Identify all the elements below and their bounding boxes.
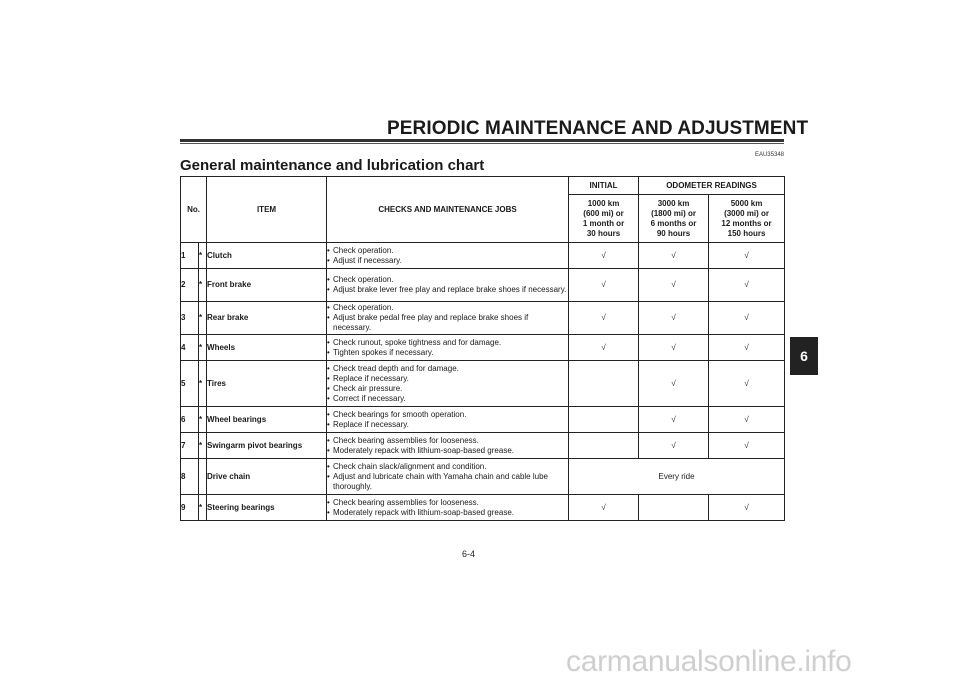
header-initial: INITIAL bbox=[569, 177, 639, 195]
job-list-item: • Check bearing assemblies for looseness. bbox=[327, 498, 568, 508]
table-row bbox=[181, 495, 785, 521]
row-jobs bbox=[327, 361, 569, 407]
table-row bbox=[181, 243, 785, 269]
row-jobs bbox=[327, 433, 569, 459]
job-list-item: • Moderately repack with lithium-soap-based grease. bbox=[327, 508, 568, 518]
header-rule bbox=[180, 139, 784, 142]
maintenance-chart bbox=[180, 176, 785, 521]
dealer-service-marker bbox=[199, 459, 207, 495]
header-interval-2: 3000 km (1800 mi) or 6 months or 90 hours bbox=[639, 195, 709, 243]
check-mark-cell: √ bbox=[639, 302, 709, 335]
row-number: 2 bbox=[181, 269, 199, 302]
table-row bbox=[181, 361, 785, 407]
job-list-item: • Check operation. bbox=[327, 303, 568, 313]
job-list-item: • Check tread depth and for damage. bbox=[327, 364, 568, 374]
watermark: carmanualsonline.info bbox=[566, 645, 852, 678]
check-mark-cell: √ bbox=[709, 269, 785, 302]
check-mark-cell: √ bbox=[709, 243, 785, 269]
row-jobs bbox=[327, 495, 569, 521]
row-jobs bbox=[327, 302, 569, 335]
job-list-item: • Tighten spokes if necessary. bbox=[327, 348, 568, 358]
section-title: General maintenance and lubrication chart bbox=[180, 157, 485, 174]
row-item: Front brake bbox=[207, 269, 327, 302]
check-mark-cell: √ bbox=[569, 243, 639, 269]
job-list-item: • Correct if necessary. bbox=[327, 394, 568, 404]
check-mark-cell: √ bbox=[709, 302, 785, 335]
header-odometer: ODOMETER READINGS bbox=[639, 177, 785, 195]
row-number: 9 bbox=[181, 495, 199, 521]
check-mark-cell: √ bbox=[569, 495, 639, 521]
row-jobs bbox=[327, 407, 569, 433]
row-item: Rear brake bbox=[207, 302, 327, 335]
check-mark-cell: √ bbox=[639, 361, 709, 407]
row-number: 4 bbox=[181, 335, 199, 361]
row-item: Tires bbox=[207, 361, 327, 407]
header-no: No. bbox=[181, 177, 207, 243]
job-list-item: • Adjust brake lever free play and replace brake shoes if necessary. bbox=[327, 285, 568, 295]
check-mark-cell: √ bbox=[709, 495, 785, 521]
check-mark-cell: √ bbox=[569, 335, 639, 361]
job-list-item: • Adjust brake pedal free play and replace brake shoes if necessary. bbox=[327, 313, 568, 333]
row-jobs bbox=[327, 335, 569, 361]
check-mark-cell: √ bbox=[709, 361, 785, 407]
check-mark-cell: √ bbox=[639, 433, 709, 459]
row-number: 1 bbox=[181, 243, 199, 269]
dealer-service-marker: * bbox=[199, 433, 207, 459]
check-mark-cell: √ bbox=[569, 302, 639, 335]
check-mark-cell: √ bbox=[639, 407, 709, 433]
header-jobs: CHECKS AND MAINTENANCE JOBS bbox=[327, 177, 569, 243]
row-number: 3 bbox=[181, 302, 199, 335]
dealer-service-marker: * bbox=[199, 243, 207, 269]
interval-merged-cell: Every ride bbox=[569, 459, 785, 495]
header-item: ITEM bbox=[207, 177, 327, 243]
job-list-item: • Moderately repack with lithium-soap-based grease. bbox=[327, 446, 568, 456]
row-number: 7 bbox=[181, 433, 199, 459]
table-row bbox=[181, 302, 785, 335]
job-list-item: • Replace if necessary. bbox=[327, 420, 568, 430]
job-list-item: • Check bearings for smooth operation. bbox=[327, 410, 568, 420]
header-interval-3: 5000 km (3000 mi) or 12 months or 150 hours bbox=[709, 195, 785, 243]
header-interval-1: 1000 km (600 mi) or 1 month or 30 hours bbox=[569, 195, 639, 243]
row-item: Steering bearings bbox=[207, 495, 327, 521]
row-jobs bbox=[327, 269, 569, 302]
row-number: 6 bbox=[181, 407, 199, 433]
job-list-item: • Check operation. bbox=[327, 275, 568, 285]
table-row bbox=[181, 407, 785, 433]
job-list-item: • Replace if necessary. bbox=[327, 374, 568, 384]
dealer-service-marker: * bbox=[199, 361, 207, 407]
page-header-title: PERIODIC MAINTENANCE AND ADJUSTMENT bbox=[387, 118, 809, 139]
header-rule-thin bbox=[180, 143, 784, 144]
check-mark-cell: √ bbox=[639, 243, 709, 269]
job-list-item: • Check air pressure. bbox=[327, 384, 568, 394]
row-item: Drive chain bbox=[207, 459, 327, 495]
check-mark-cell: √ bbox=[639, 335, 709, 361]
dealer-service-marker: * bbox=[199, 302, 207, 335]
dealer-service-marker: * bbox=[199, 495, 207, 521]
row-item: Swingarm pivot bearings bbox=[207, 433, 327, 459]
check-mark-cell bbox=[569, 407, 639, 433]
table-row bbox=[181, 269, 785, 302]
job-list-item: • Check runout, spoke tightness and for damage. bbox=[327, 338, 568, 348]
row-item: Wheels bbox=[207, 335, 327, 361]
job-list-item: • Adjust if necessary. bbox=[327, 256, 568, 266]
check-mark-cell: √ bbox=[709, 407, 785, 433]
row-jobs bbox=[327, 243, 569, 269]
check-mark-cell bbox=[569, 361, 639, 407]
check-mark-cell: √ bbox=[709, 433, 785, 459]
row-number: 8 bbox=[181, 459, 199, 495]
check-mark-cell: √ bbox=[639, 269, 709, 302]
reference-code: EAU35348 bbox=[754, 152, 784, 158]
chapter-tab: 6 bbox=[790, 337, 818, 375]
job-list-item: • Adjust and lubricate chain with Yamaha chain and cable lube thoroughly. bbox=[327, 472, 568, 492]
table-row bbox=[181, 335, 785, 361]
check-mark-cell: √ bbox=[709, 335, 785, 361]
table-row bbox=[181, 433, 785, 459]
dealer-service-marker: * bbox=[199, 407, 207, 433]
row-item: Wheel bearings bbox=[207, 407, 327, 433]
job-list-item: • Check bearing assemblies for looseness. bbox=[327, 436, 568, 446]
check-mark-cell bbox=[569, 433, 639, 459]
dealer-service-marker: * bbox=[199, 269, 207, 302]
dealer-service-marker: * bbox=[199, 335, 207, 361]
row-number: 5 bbox=[181, 361, 199, 407]
row-item: Clutch bbox=[207, 243, 327, 269]
page-number: 6-4 bbox=[462, 549, 476, 559]
job-list-item: • Check chain slack/alignment and condition. bbox=[327, 462, 568, 472]
row-jobs bbox=[327, 459, 569, 495]
check-mark-cell: √ bbox=[569, 269, 639, 302]
table-row bbox=[181, 459, 785, 495]
job-list-item: • Check operation. bbox=[327, 246, 568, 256]
check-mark-cell bbox=[639, 495, 709, 521]
